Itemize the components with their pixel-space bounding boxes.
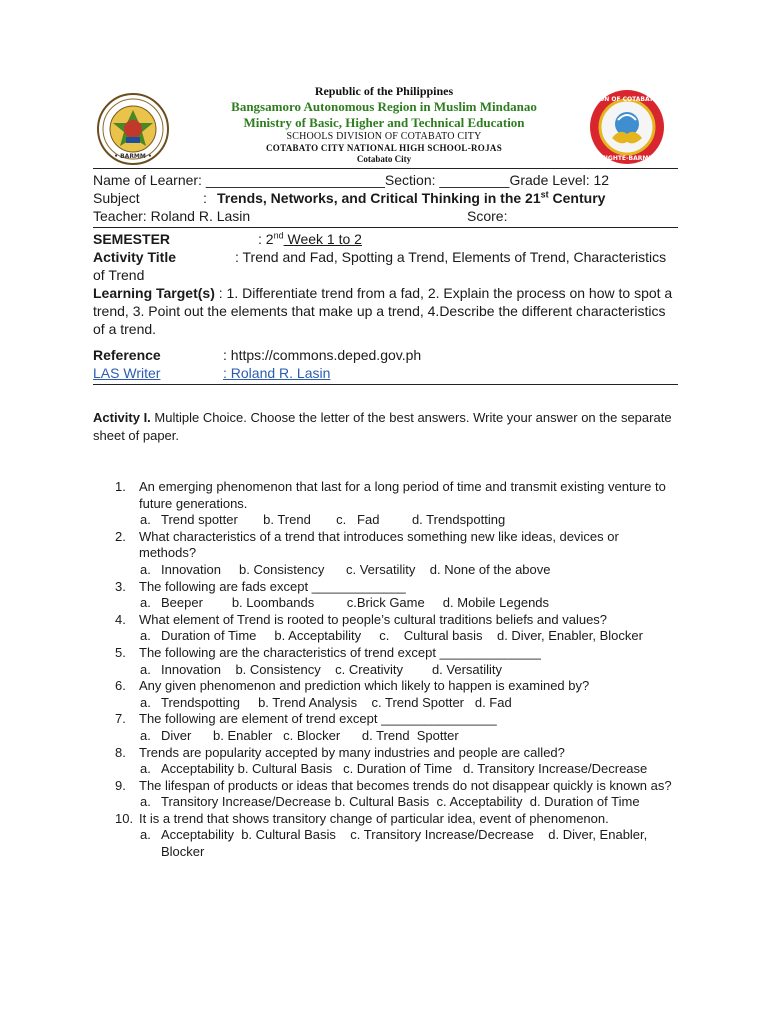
question-item: [93, 579, 673, 612]
question-item: [93, 479, 673, 529]
question-text: It is a trend that shows transitory change of particular idea, event of phenomenon.: [139, 810, 609, 826]
writer-row: [93, 364, 678, 382]
question-text: The following are the characteristics of trend except ______________: [139, 644, 541, 660]
choice-text: Innovation b. Consistency c. Creativity d. Versatility: [161, 661, 503, 677]
choice-letter: a.: [140, 761, 151, 777]
learning-target-value: : 1. Differentiate trend from a fad, 2. Explain the process on how to spot a trend, 3. Point out the elements that make up a trend, 4.Describe the different characteristics of a trend.: [93, 285, 673, 337]
question-number: 7.: [115, 711, 126, 727]
question-number: 6.: [115, 678, 126, 694]
choice-text: Diver b. Enabler c. Blocker d. Trend Spotter: [161, 727, 459, 743]
choice-letter: a.: [140, 827, 151, 843]
choice-text: Transitory Increase/Decrease b. Cultural Basis c. Acceptability d. Duration of Time: [161, 794, 640, 810]
question-text: What characteristics of a trend that introduces something new like ideas, devices or methods?: [139, 528, 619, 561]
ministry-line: Ministry of Basic, Higher and Technical Education: [243, 115, 525, 130]
question-text: The following are element of trend except ________________: [139, 711, 497, 727]
choice-letter: a.: [140, 727, 151, 743]
answer-choices: [93, 761, 673, 778]
question-item: [93, 678, 673, 711]
subject-value: Trends, Networks, and Critical Thinking in the 21st Century: [217, 189, 606, 206]
question-text: What element of Trend is rooted to people’s cultural traditions beliefs and values?: [139, 611, 608, 627]
question-number: 5.: [115, 644, 126, 660]
question-number: 4.: [115, 611, 126, 627]
choice-text: Trendspotting b. Trend Analysis c. Trend Spotter d. Fad: [161, 694, 512, 710]
answer-choices: [93, 662, 673, 679]
reference-row: [93, 346, 678, 364]
bottom-divider: [93, 384, 678, 385]
top-divider: [93, 168, 678, 169]
score-label: Score:: [467, 208, 508, 224]
question-number: 2.: [115, 528, 126, 544]
name-section-grade-line: Name of Learner: _______________________Section: _________Grade Level: 12: [93, 172, 610, 188]
writer-value: : Roland R. Lasin: [223, 365, 331, 381]
question-text: Any given phenomenon and prediction which likely to happen is examined by?: [139, 678, 590, 694]
choice-letter: a.: [140, 661, 151, 677]
question-number: 9.: [115, 777, 126, 793]
learning-target-row: [93, 284, 678, 338]
activity-title-value: : Trend and Fad, Spotting a Trend, Elements of Trend, Characteristics of Trend: [93, 249, 667, 283]
choice-text: Trend spotter b. Trend c. Fad d. Trendspotting: [161, 512, 506, 528]
choice-text: Innovation b. Consistency c. Versatility d. None of the above: [161, 561, 551, 577]
reference-value: : https://commons.deped.gov.ph: [223, 347, 422, 363]
answer-choices: [93, 562, 673, 579]
choice-text: Beeper b. Loombands c.Brick Game d. Mobile Legends: [161, 595, 550, 611]
choice-letter: a.: [140, 628, 151, 644]
answer-choices: [93, 595, 673, 612]
question-text: An emerging phenomenon that last for a long period of time and transmit existing venture to future generations.: [139, 479, 666, 511]
activity-title-label: Activity Title: [93, 249, 176, 265]
activity-label: Activity I.: [93, 410, 151, 425]
choice-letter: a.: [140, 595, 151, 611]
choice-letter: a.: [140, 794, 151, 810]
mid-divider: [93, 227, 678, 228]
answer-choices: [93, 827, 673, 860]
svg-text:DIVISION OF COTABATO CITY: DIVISION OF COTABATO CITY: [578, 96, 676, 103]
subject-row: [93, 189, 678, 207]
learning-target-label: Learning Target(s): [93, 285, 215, 301]
question-text: The following are fads except _____________: [139, 578, 406, 594]
answer-choices: [93, 794, 673, 811]
republic-line: Republic of the Philippines: [314, 84, 454, 98]
city-line: Cotabato City: [356, 154, 412, 164]
region-line: Bangsamoro Autonomous Region in Muslim Mindanao: [231, 99, 537, 114]
division-line: SCHOOLS DIVISION OF COTABATO CITY: [286, 131, 482, 142]
question-item: [93, 745, 673, 778]
subject-sep: :: [203, 190, 207, 206]
choice-letter: a.: [140, 512, 151, 528]
question-item: [93, 811, 673, 861]
question-number: 10.: [115, 810, 134, 826]
reference-label: Reference: [93, 347, 161, 363]
question-item: [93, 645, 673, 678]
subject-label: Subject: [93, 190, 140, 206]
question-list: [93, 479, 673, 861]
learner-info-block: [93, 166, 678, 387]
writer-label: LAS Writer: [93, 365, 161, 381]
answer-choices: [93, 695, 673, 712]
activity-text: Multiple Choice. Choose the letter of the best answers. Write your answer on the separate sheet of paper.: [93, 410, 672, 443]
question-item: [93, 612, 673, 645]
choice-text: Duration of Time b. Acceptability c. Cultural basis d. Diver, Enabler, Blocker: [161, 628, 643, 644]
semester-label: SEMESTER: [93, 231, 171, 247]
question-number: 3.: [115, 578, 126, 594]
semester-value: : 2nd Week 1 to 2: [258, 230, 362, 247]
choice-text: Acceptability b. Cultural Basis c. Transitory Increase/Decrease d. Diver, Enabler, Blocker: [161, 827, 651, 860]
teacher-label: Teacher: Roland R. Lasin: [93, 208, 251, 224]
answer-choices: [93, 512, 673, 529]
question-number: 1.: [115, 479, 126, 494]
choice-letter: a.: [140, 694, 151, 710]
semester-row: [93, 230, 678, 248]
answer-choices: [93, 728, 673, 745]
question-number: 8.: [115, 744, 126, 760]
choice-text: Acceptability b. Cultural Basis c. Duration of Time d. Transitory Increase/Decrease: [161, 761, 648, 777]
question-item: [93, 778, 673, 811]
school-line: COTABATO CITY NATIONAL HIGH SCHOOL-ROJAS: [265, 143, 503, 153]
name-row: [93, 171, 678, 189]
question-text: The lifespan of products or ideas that becomes trends do not disappear quickly is known as?: [139, 777, 672, 793]
document-header: [0, 84, 768, 165]
choice-letter: a.: [140, 561, 151, 577]
svg-text:MIGHTE-BARMM: MIGHTE-BARMM: [599, 155, 655, 162]
question-item: [93, 529, 673, 579]
teacher-row: [93, 207, 678, 225]
activity-title-row: [93, 248, 678, 284]
question-item: [93, 711, 673, 744]
answer-choices: [93, 628, 673, 645]
question-text: Trends are popularity accepted by many industries and people are called?: [139, 744, 565, 760]
svg-text:• BARMM •: • BARMM •: [114, 153, 152, 160]
activity-instruction: [93, 409, 678, 445]
